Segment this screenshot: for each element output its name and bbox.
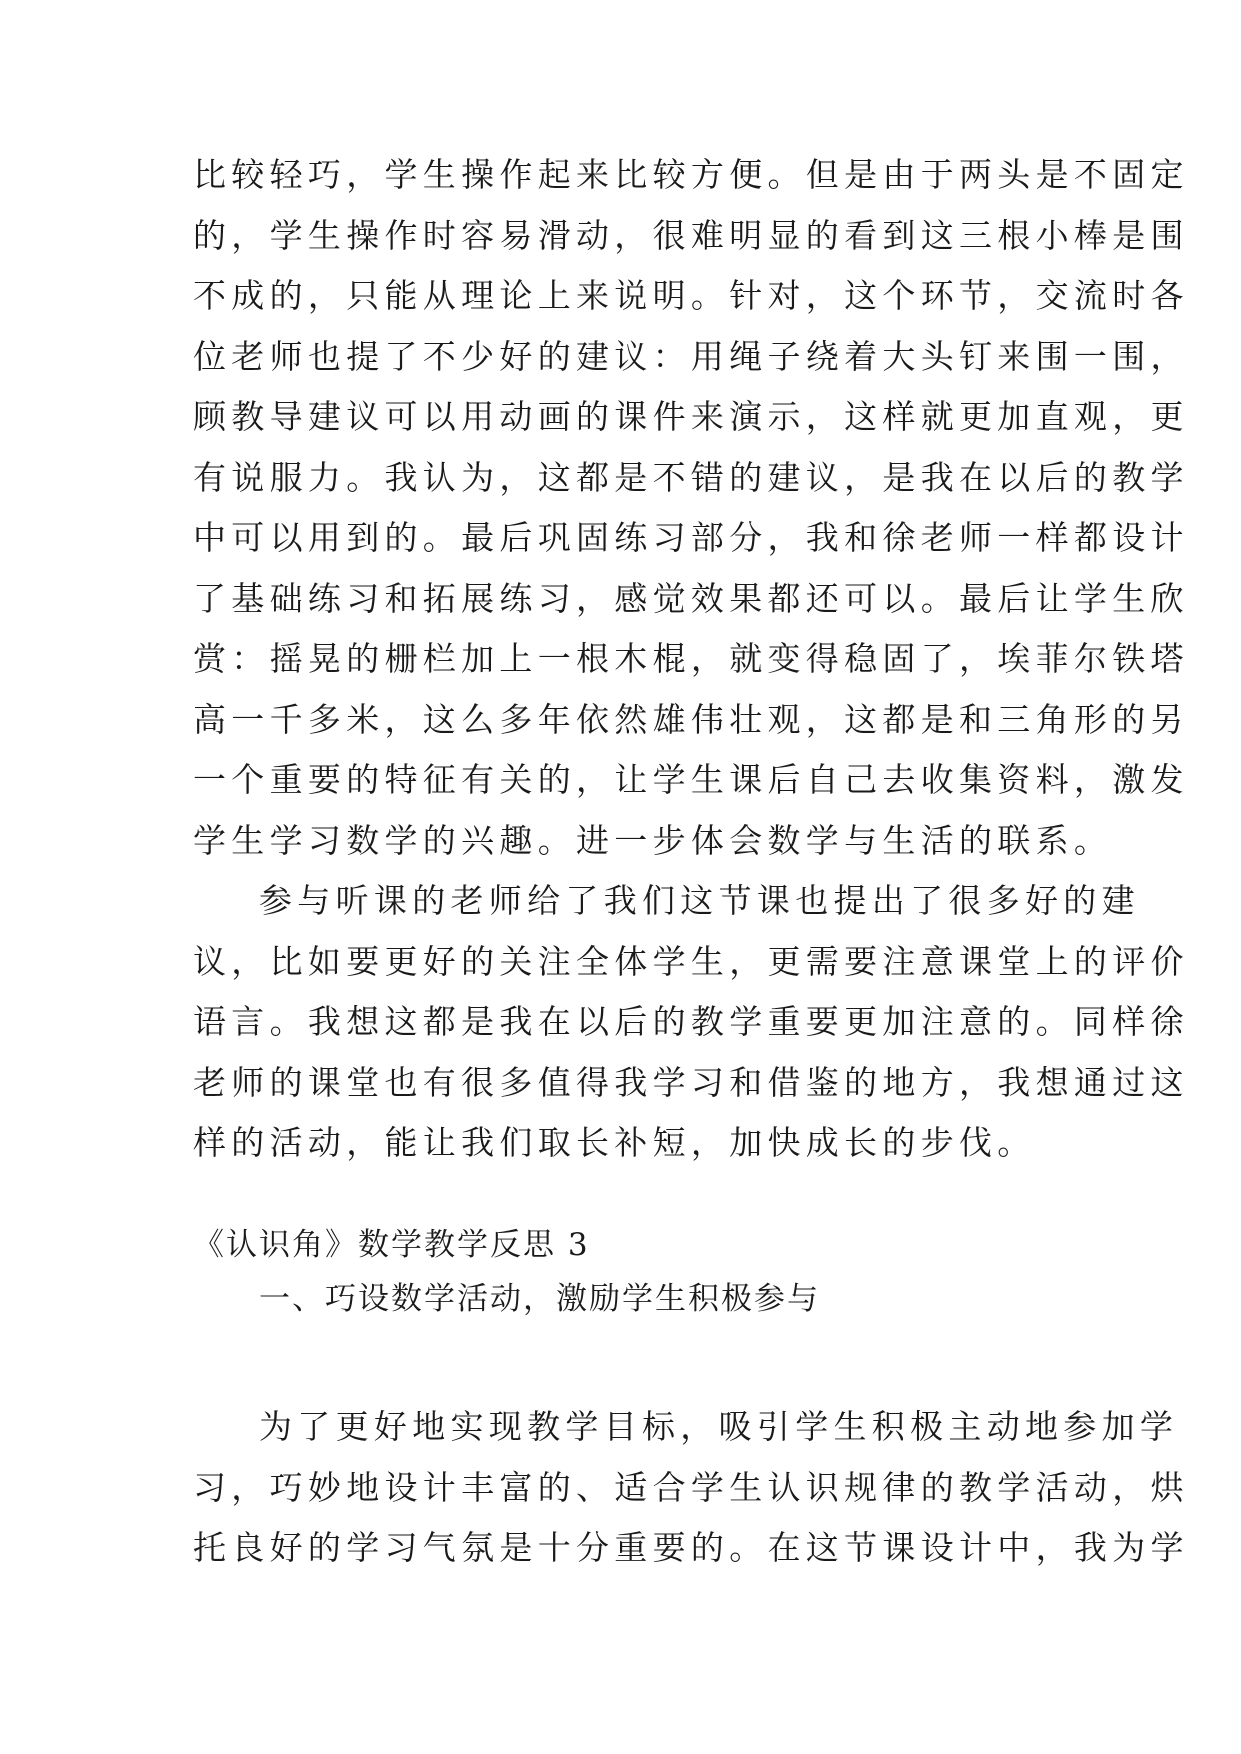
text-line: 参与听课的老师给了我们这节课也提出了很多好的建: [259, 881, 1140, 920]
text-line: 样的活动，能让我们取长补短，加快成长的步伐。: [193, 1123, 1036, 1162]
text-line: 学生学习数学的兴趣。进一步体会数学与生活的联系。: [193, 820, 1113, 860]
text-line: 语言。我想这都是我在以后的教学重要更加注意的。同样徐: [193, 1002, 1189, 1041]
paragraph-1: [193, 145, 1189, 871]
text-line: 为了更好地实现教学目标，吸引学生积极主动地参加学: [259, 1407, 1179, 1446]
paragraph-3: [193, 1397, 1189, 1579]
text-line: 老师的课堂也有很多值得我学习和借鉴的地方，我想通过这: [193, 1062, 1189, 1102]
text-line: 位老师也提了不少好的建议：用绳子绕着大头钉来围一围，: [193, 336, 1189, 376]
text-line: 议，比如要更好的关注全体学生，更需要注意课堂上的评价: [193, 941, 1189, 981]
text-line: 的，学生操作时容易滑动，很难明显的看到这三根小棒是围: [193, 215, 1189, 255]
text-line: 顾教导建议可以用动画的课件来演示，这样就更加直观，更: [193, 397, 1189, 436]
text-line: 了基础练习和拓展练习，感觉效果都还可以。最后让学生欣: [193, 578, 1189, 618]
paragraph-2: [193, 871, 1189, 1174]
subsection-title: 一、巧设数学活动，激励学生积极参与: [259, 1281, 820, 1317]
text-line: 中可以用到的。最后巩固练习部分，我和徐老师一样都设计: [193, 518, 1189, 557]
text-line: 不成的，只能从理论上来说明。针对，这个环节，交流时各: [193, 276, 1189, 315]
text-line: 一个重要的特征有关的，让学生课后自己去收集资料，激发: [193, 760, 1189, 799]
text-line: 比较轻巧，学生操作起来比较方便。但是由于两头是不固定: [193, 155, 1189, 194]
text-line: 有说服力。我认为，这都是不错的建议，是我在以后的教学: [193, 457, 1189, 497]
text-line: 高一千多米，这么多年依然雄伟壮观，这都是和三角形的另: [193, 699, 1189, 739]
section-title: 《认识角》数学教学反思 3: [193, 1227, 590, 1263]
text-line: 托良好的学习气氛是十分重要的。在这节课设计中，我为学: [193, 1528, 1189, 1567]
text-line: 赏：摇晃的栅栏加上一根木棍，就变得稳固了，埃菲尔铁塔: [193, 639, 1189, 678]
text-line: 习，巧妙地设计丰富的、适合学生认识规律的教学活动，烘: [193, 1467, 1189, 1507]
